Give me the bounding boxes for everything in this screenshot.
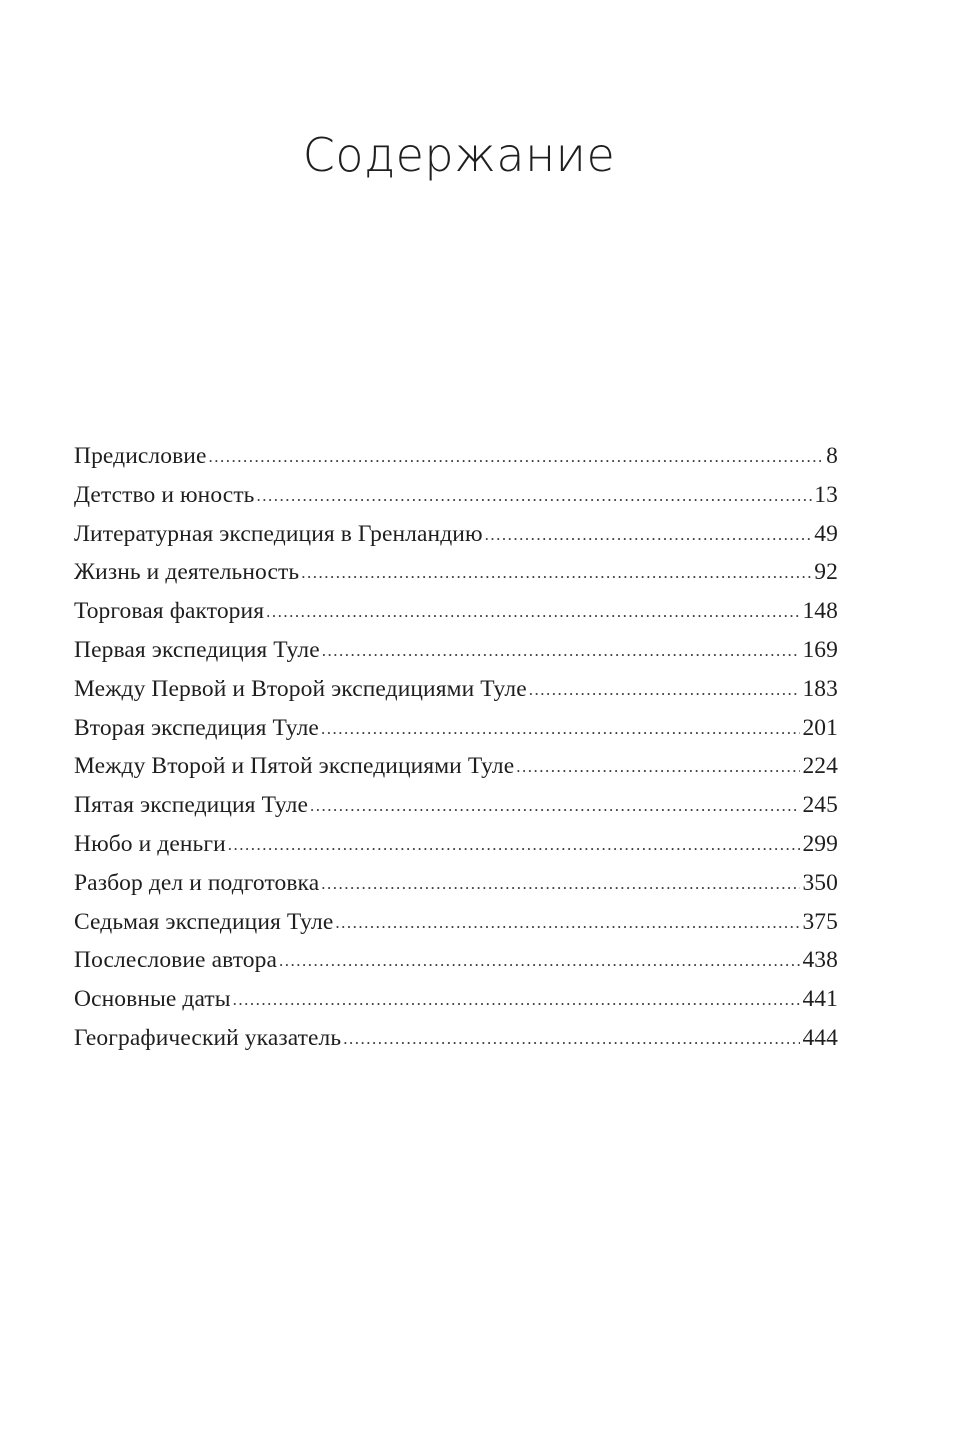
- toc-entry-title: Седьмая экспедиция Туле: [74, 908, 334, 935]
- toc-leader-dots: [343, 1020, 800, 1059]
- toc-entry-page: 299: [802, 830, 838, 857]
- toc-entry-title: Детство и юность: [74, 481, 255, 508]
- toc-leader-dots: [257, 477, 813, 516]
- toc-entry[interactable]: [74, 553, 838, 592]
- toc-entry-title: Вторая экспедиция Туле: [74, 714, 319, 741]
- toc-leader-dots: [321, 865, 800, 904]
- toc-entry-page: 13: [814, 481, 838, 508]
- toc-entry-page: 441: [802, 986, 838, 1013]
- toc-entry-title: Нюбо и деньги: [74, 830, 226, 857]
- toc-entry[interactable]: [74, 670, 838, 709]
- toc-leader-dots: [335, 904, 800, 943]
- page-title: Содержание: [302, 128, 616, 182]
- toc-leader-dots: [310, 787, 800, 826]
- toc-entry[interactable]: [74, 437, 838, 476]
- toc-entry[interactable]: [74, 515, 838, 554]
- toc-entry-title: Географический указатель: [74, 1024, 342, 1051]
- toc-entry[interactable]: [74, 786, 838, 825]
- toc-leader-dots: [322, 632, 801, 671]
- toc-leader-dots: [228, 826, 801, 865]
- toc-entry-page: 169: [802, 636, 838, 663]
- toc-entry-page: 8: [826, 443, 838, 469]
- toc-entry-title: Предисловие: [74, 443, 207, 469]
- toc-leader-dots: [266, 593, 800, 632]
- toc-entry-page: 245: [802, 792, 838, 819]
- toc-entry-title: Пятая экспедиция Туле: [74, 792, 309, 819]
- table-of-contents: [74, 437, 838, 1058]
- toc-entry-title: Жизнь и деятельность: [74, 559, 300, 586]
- toc-leader-dots: [321, 710, 801, 749]
- toc-entry-page: 350: [802, 869, 838, 896]
- toc-entry[interactable]: [74, 864, 838, 903]
- toc-entry-page: 148: [802, 598, 838, 625]
- toc-entry-page: 438: [802, 947, 838, 974]
- toc-entry-page: 49: [814, 520, 838, 547]
- toc-entry-page: 201: [802, 714, 838, 741]
- toc-entry-title: Первая экспедиция Туле: [74, 636, 320, 663]
- toc-leader-dots: [516, 748, 800, 787]
- toc-leader-dots: [279, 942, 800, 981]
- toc-entry[interactable]: [74, 631, 838, 670]
- toc-entry[interactable]: [74, 980, 838, 1019]
- toc-leader-dots: [233, 981, 801, 1020]
- toc-entry[interactable]: [74, 709, 838, 748]
- toc-entry-title: Литературная экспедиция в Гренландию: [74, 520, 483, 547]
- toc-entry-page: 444: [802, 1024, 838, 1051]
- toc-leader-dots: [208, 438, 824, 477]
- toc-entry-page: 183: [802, 675, 838, 702]
- toc-entry-page: 92: [814, 559, 838, 586]
- toc-entry-title: Между Второй и Пятой экспедициями Туле: [74, 753, 515, 780]
- toc-entry-title: Послесловие автора: [74, 947, 277, 974]
- toc-entry-title: Разбор дел и подготовка: [74, 869, 320, 896]
- toc-entry-page: 375: [802, 908, 838, 935]
- toc-leader-dots: [301, 554, 812, 593]
- toc-entry[interactable]: [74, 476, 838, 515]
- toc-entry-title: Основные даты: [74, 986, 231, 1013]
- toc-entry[interactable]: [74, 1019, 838, 1058]
- toc-entry[interactable]: [74, 825, 838, 864]
- toc-entry-title: Торговая фактория: [74, 598, 265, 625]
- toc-entry-title: Между Первой и Второй экспедициями Туле: [74, 675, 527, 702]
- toc-entry[interactable]: [74, 903, 838, 942]
- toc-leader-dots: [529, 671, 801, 710]
- toc-entry[interactable]: [74, 592, 838, 631]
- toc-entry-page: 224: [802, 753, 838, 780]
- toc-leader-dots: [485, 516, 813, 555]
- toc-entry[interactable]: [74, 747, 838, 786]
- toc-entry[interactable]: [74, 941, 838, 980]
